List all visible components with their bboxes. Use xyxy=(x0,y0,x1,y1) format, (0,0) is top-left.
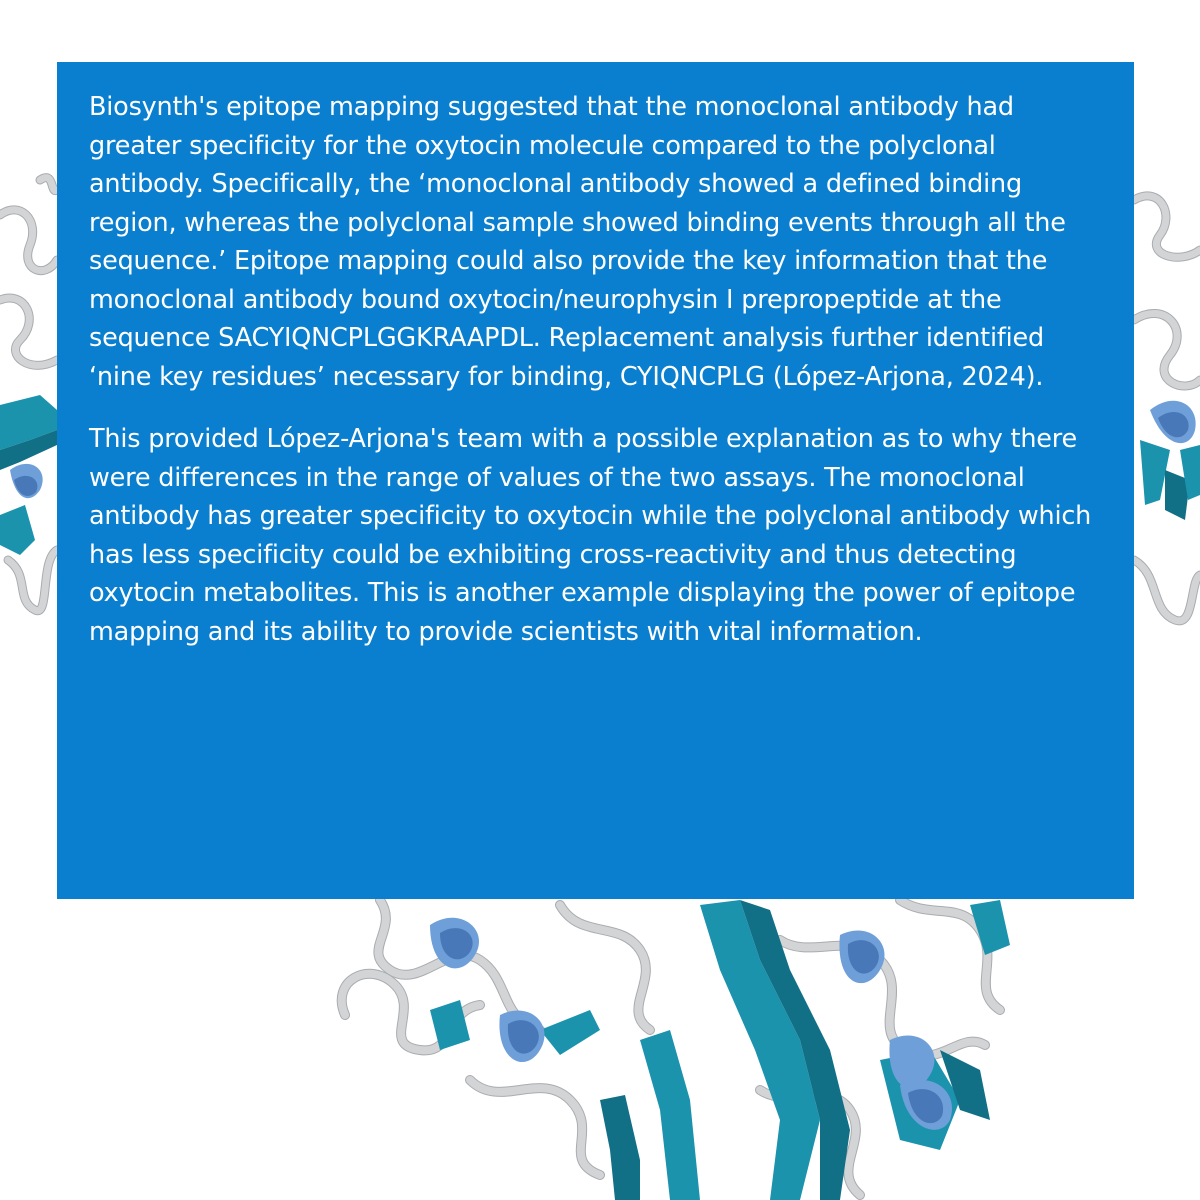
protein-fragment-right xyxy=(1134,196,1200,621)
paragraph-epitope-mapping: Biosynth's epitope mapping suggested that the monoclonal antibody had greater specificity for the oxytocin molecule compared to the polyclonal antibody. Specifically, the ‘monoclonal antibody showed a defined binding region, whereas the polyclonal sample showed binding events through all the sequence.’ Epitope mapping could also provide the key information that the monoclonal antibody bound oxytocin/neurophysin I prepropeptide at the sequence SACYIQNCPLGGKRAAPDL. Replacement analysis further identified ‘nine key residues’ necessary for binding, CYIQNCPLG (López-Arjona, 2024). xyxy=(89,92,1066,392)
protein-fragment-left xyxy=(0,178,57,611)
protein-fragment-bottom xyxy=(342,900,1010,1200)
paragraph-explanation: This provided López-Arjona's team with a possible explanation as to why there were differences in the range of values of the two assays. The monoclonal antibody has greater specificity to oxytocin while the polyclonal antibody which has less specificity could be exhibiting cross-reactivity and thus detecting oxytocin metabolites. This is another example displaying the power of epitope mapping and its ability to provide scientists with vital information. xyxy=(89,424,1092,647)
text-panel xyxy=(57,62,1134,899)
